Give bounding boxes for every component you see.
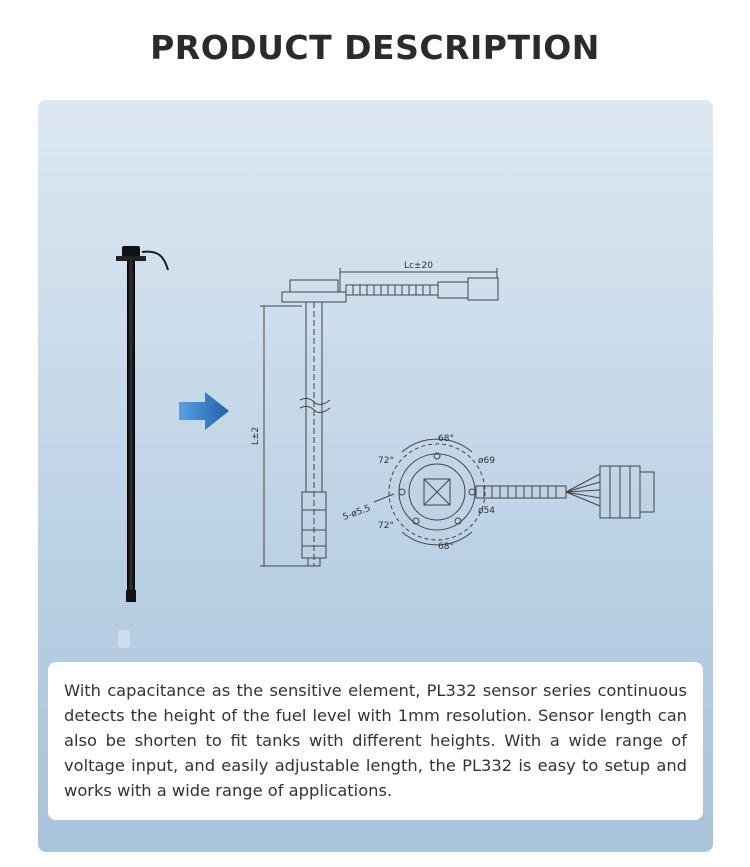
dim-angle-bottom-label: 68° — [438, 542, 454, 552]
dim-cable-label: Lc±20 — [404, 261, 433, 271]
dim-angle-left-top-label: 72° — [378, 456, 394, 466]
dim-angle-top-label: 68° — [438, 434, 454, 444]
dim-holes-label: 5-ø5.5 — [341, 503, 373, 523]
technical-drawing-flange — [374, 439, 654, 545]
dim-diameter-outer-label: ø69 — [478, 456, 495, 466]
drawing-labels — [251, 261, 495, 552]
sensor-photo — [116, 246, 168, 648]
dim-angle-left-bottom-label: 72° — [378, 521, 394, 531]
description-text: With capacitance as the sensitive element, PL332 sensor series continuous detects the height of the fuel level with 1mm resolution. Sensor length can also be shorten to fit tanks with different heights. With a wide range of voltage input, and easily adjustable length, the PL332 is easy to setup and works with a wide range of applications. — [64, 681, 687, 800]
arrow-icon — [179, 392, 229, 430]
dim-length-label: L±2 — [251, 426, 261, 445]
dim-diameter-inner-label: ø54 — [478, 506, 495, 516]
description-card — [48, 662, 703, 820]
page-title: PRODUCT DESCRIPTION — [150, 28, 600, 67]
